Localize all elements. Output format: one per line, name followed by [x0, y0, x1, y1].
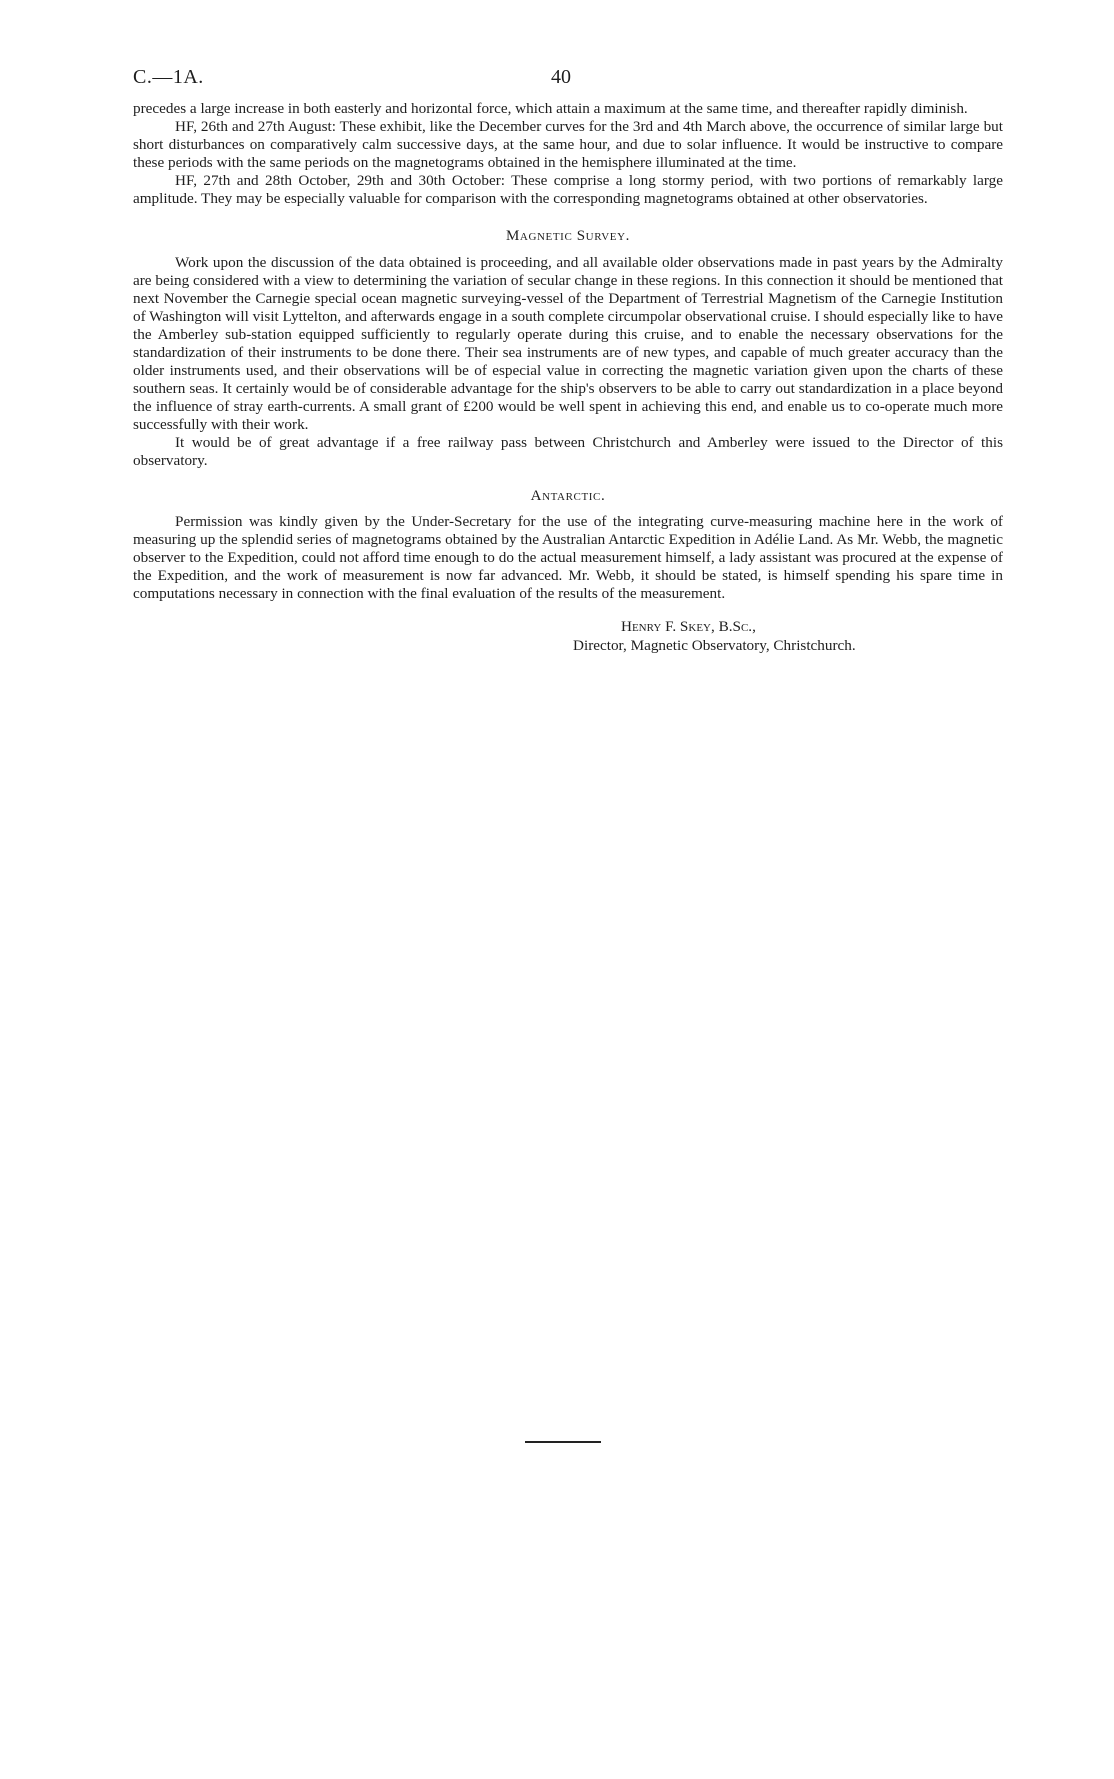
signatory-name: Henry F. Skey, B.Sc., — [621, 618, 756, 635]
signatory-title: Director, Magnetic Observatory, Christchurch. — [573, 637, 856, 654]
magnetic-survey-paragraph-1: Work upon the discussion of the data obtained is proceeding, and all available older observations made in past years by the Admiralty are being considered with a view to determining the variation of secular change in these regions. In this connection it should be mentioned that next November the Carnegie special ocean magnetic surveying-vessel of the Department of Terrestrial Magnetism of the Carnegie Institution of Washington will visit Lyttelton, and afterwards engage in a south complete circumpolar observational cruise. I should especially like to have the Amberley sub-station equipped sufficiently to regularly operate during this cruise, and to enable the necessary observations for the standardization of their instruments to be done there. Their sea instruments are of new types, and capable of much greater accuracy than the older instruments used, and their observations will be of especial value in correcting the magnetic variation given upon the charts of these southern seas. It certainly would be of considerable advantage for the ship's observers to be able to carry out standardization in a place beyond the influence of stray earth-currents. A small grant of £200 would be well spent in achieving this end, and enable us to co-operate much more successfully with their work. — [133, 254, 1003, 433]
body-text — [133, 100, 1003, 603]
magnetic-survey-heading: Magnetic Survey. — [505, 228, 631, 244]
document-page — [133, 66, 1003, 655]
end-rule-divider — [525, 1441, 601, 1443]
document-reference: C.—1A. — [133, 66, 204, 88]
intro-paragraph-october: HF, 27th and 28th October, 29th and 30th October: These comprise a long stormy period, with two portions of remarkably large amplitude. They may be especially valuable for comparison with the corresponding magnetograms obtained at other observatories. — [133, 172, 1003, 207]
magnetic-survey-paragraph-2: It would be of great advantage if a free railway pass between Christchurch and Amberley were issued to the Director of this observatory. — [133, 434, 1003, 469]
intro-paragraph-august: HF, 26th and 27th August: These exhibit, like the December curves for the 3rd and 4th March above, the occurrence of similar large but short disturbances on comparatively calm successive days, at the same hour, and due to solar influence. It would be instructive to compare these periods with the same periods on the magnetograms obtained in the hemisphere illuminated at the time. — [133, 118, 1003, 171]
antarctic-paragraph-1: Permission was kindly given by the Under-Secretary for the use of the integrating curve-measuring machine here in the work of measuring up the splendid series of magnetograms obtained by the Australian Antarctic Expedition in Adélie Land. As Mr. Webb, the magnetic observer to the Expedition, could not afford time enough to do the actual measurement himself, a lady assistant was procured at the expense of the Expedition, and the work of measurement is now far advanced. Mr. Webb, it should be stated, is himself spending his spare time in computations necessary in connection with the final evaluation of the results of the measurement. — [133, 513, 1003, 602]
page-header — [133, 66, 1003, 100]
intro-paragraph-continuation: precedes a large increase in both easterly and horizontal force, which attain a maximum at the same time, and thereafter rapidly diminish. — [133, 100, 968, 117]
signature-block — [133, 617, 1003, 655]
antarctic-heading: Antarctic. — [530, 488, 606, 504]
page-number: 40 — [551, 66, 571, 88]
